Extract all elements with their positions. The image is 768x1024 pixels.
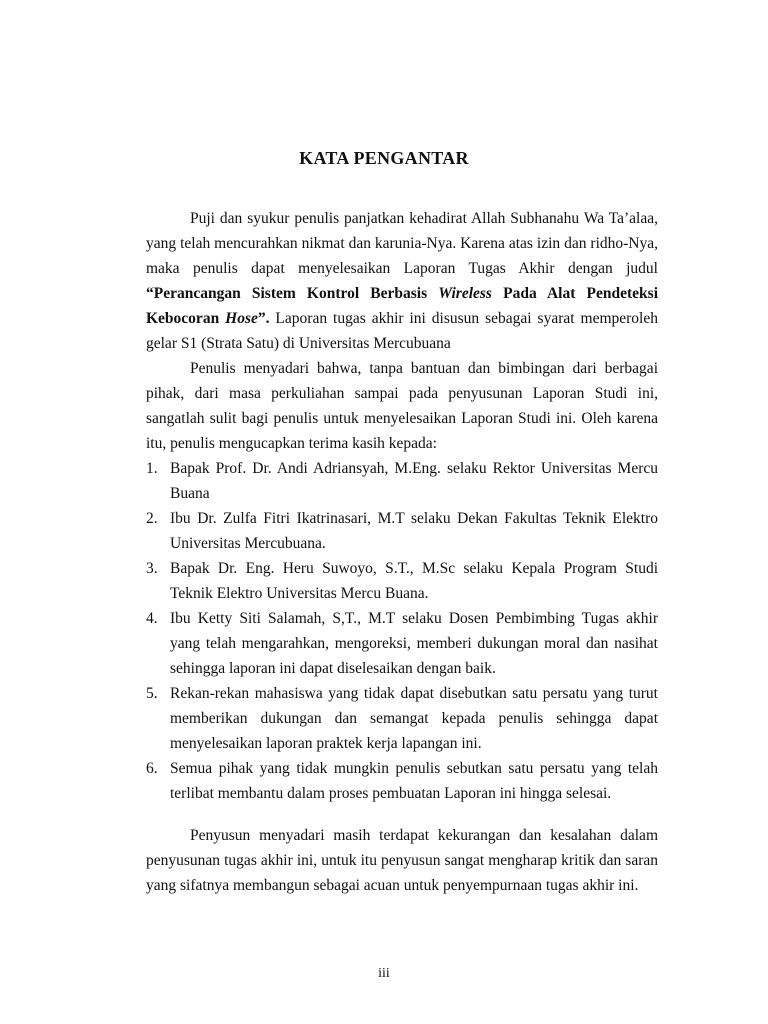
- list-item-number: 6.: [146, 760, 158, 777]
- list-item-text: Ibu Dr. Zulfa Fitri Ikatrinasari, M.T selaku Dekan Fakultas Teknik Elektro Universitas Mercubuana.: [170, 510, 658, 552]
- list-item: [146, 506, 658, 556]
- opening-outro-text: Laporan tugas akhir ini disusun sebagai syarat memperoleh gelar S1 (Strata Satu) di Universitas Mercubuana: [146, 310, 658, 352]
- thesis-title-italic1: Wireless: [438, 285, 492, 302]
- document-body: [146, 206, 658, 898]
- list-item-number: 4.: [146, 610, 158, 627]
- list-item: [146, 556, 658, 606]
- list-item-text: Semua pihak yang tidak mungkin penulis sebutkan satu persatu yang telah terlibat membantu dalam proses pembuatan Laporan ini hingga selesai.: [170, 760, 658, 802]
- list-item-number: 1.: [146, 460, 158, 477]
- page-number: iii: [378, 966, 390, 981]
- list-item-number: 2.: [146, 510, 158, 527]
- list-item: [146, 681, 658, 756]
- thanks-list: [146, 456, 658, 806]
- list-item-text: Bapak Prof. Dr. Andi Adriansyah, M.Eng. selaku Rektor Universitas Mercu Buana: [170, 460, 658, 502]
- list-item: [146, 606, 658, 681]
- list-item-text: Bapak Dr. Eng. Heru Suwoyo, S.T., M.Sc selaku Kepala Program Studi Teknik Elektro Universitas Mercu Buana.: [170, 560, 658, 602]
- closing-paragraph: Penyusun menyadari masih terdapat kekurangan dan kesalahan dalam penyusunan tugas akhir ini, untuk itu penyusun sangat mengharap kritik dan saran yang sifatnya membangun sebagai acuan untuk penyempurnaan tugas akhir ini.: [146, 827, 658, 894]
- list-item-number: 3.: [146, 560, 158, 577]
- list-item-number: 5.: [146, 685, 158, 702]
- list-item-text: Ibu Ketty Siti Salamah, S,T., M.T selaku Dosen Pembimbing Tugas akhir yang telah mengarahkan, mengoreksi, memberi dukungan moral dan nasihat sehingga laporan ini dapat diselesaikan dengan baik.: [170, 610, 658, 677]
- thesis-title-part1: “Perancangan Sistem Kontrol Berbasis: [146, 285, 439, 302]
- thesis-title-part2: Pada Alat Pendeteksi Kebocoran: [146, 285, 658, 327]
- thesis-title-part3: ”.: [257, 310, 270, 327]
- opening-paragraph: [146, 206, 658, 356]
- list-item: [146, 756, 658, 806]
- acknowledgement-paragraph: Penulis menyadari bahwa, tanpa bantuan dan bimbingan dari berbagai pihak, dari masa perkuliahan sampai pada penyusunan Laporan Studi ini, sangatlah sulit bagi penulis untuk menyelesaikan Laporan Studi ini. Oleh karena itu, penulis mengucapkan terima kasih kepada:: [146, 360, 658, 452]
- page-title: KATA PENGANTAR: [299, 148, 469, 168]
- list-item: [146, 456, 658, 506]
- opening-intro-text: Puji dan syukur penulis panjatkan kehadirat Allah Subhanahu Wa Ta’alaa, yang telah mencurahkan nikmat dan karunia-Nya. Karena atas izin dan ridho-Nya, maka penulis dapat menyelesaikan Laporan Tugas Akhir dengan judul: [146, 210, 658, 277]
- thesis-title-italic2: Hose: [225, 310, 258, 327]
- list-item-text: Rekan-rekan mahasiswa yang tidak dapat disebutkan satu persatu yang turut memberikan dukungan dan semangat kepada penulis sehingga dapat menyelesaikan laporan praktek kerja lapangan ini.: [170, 685, 658, 752]
